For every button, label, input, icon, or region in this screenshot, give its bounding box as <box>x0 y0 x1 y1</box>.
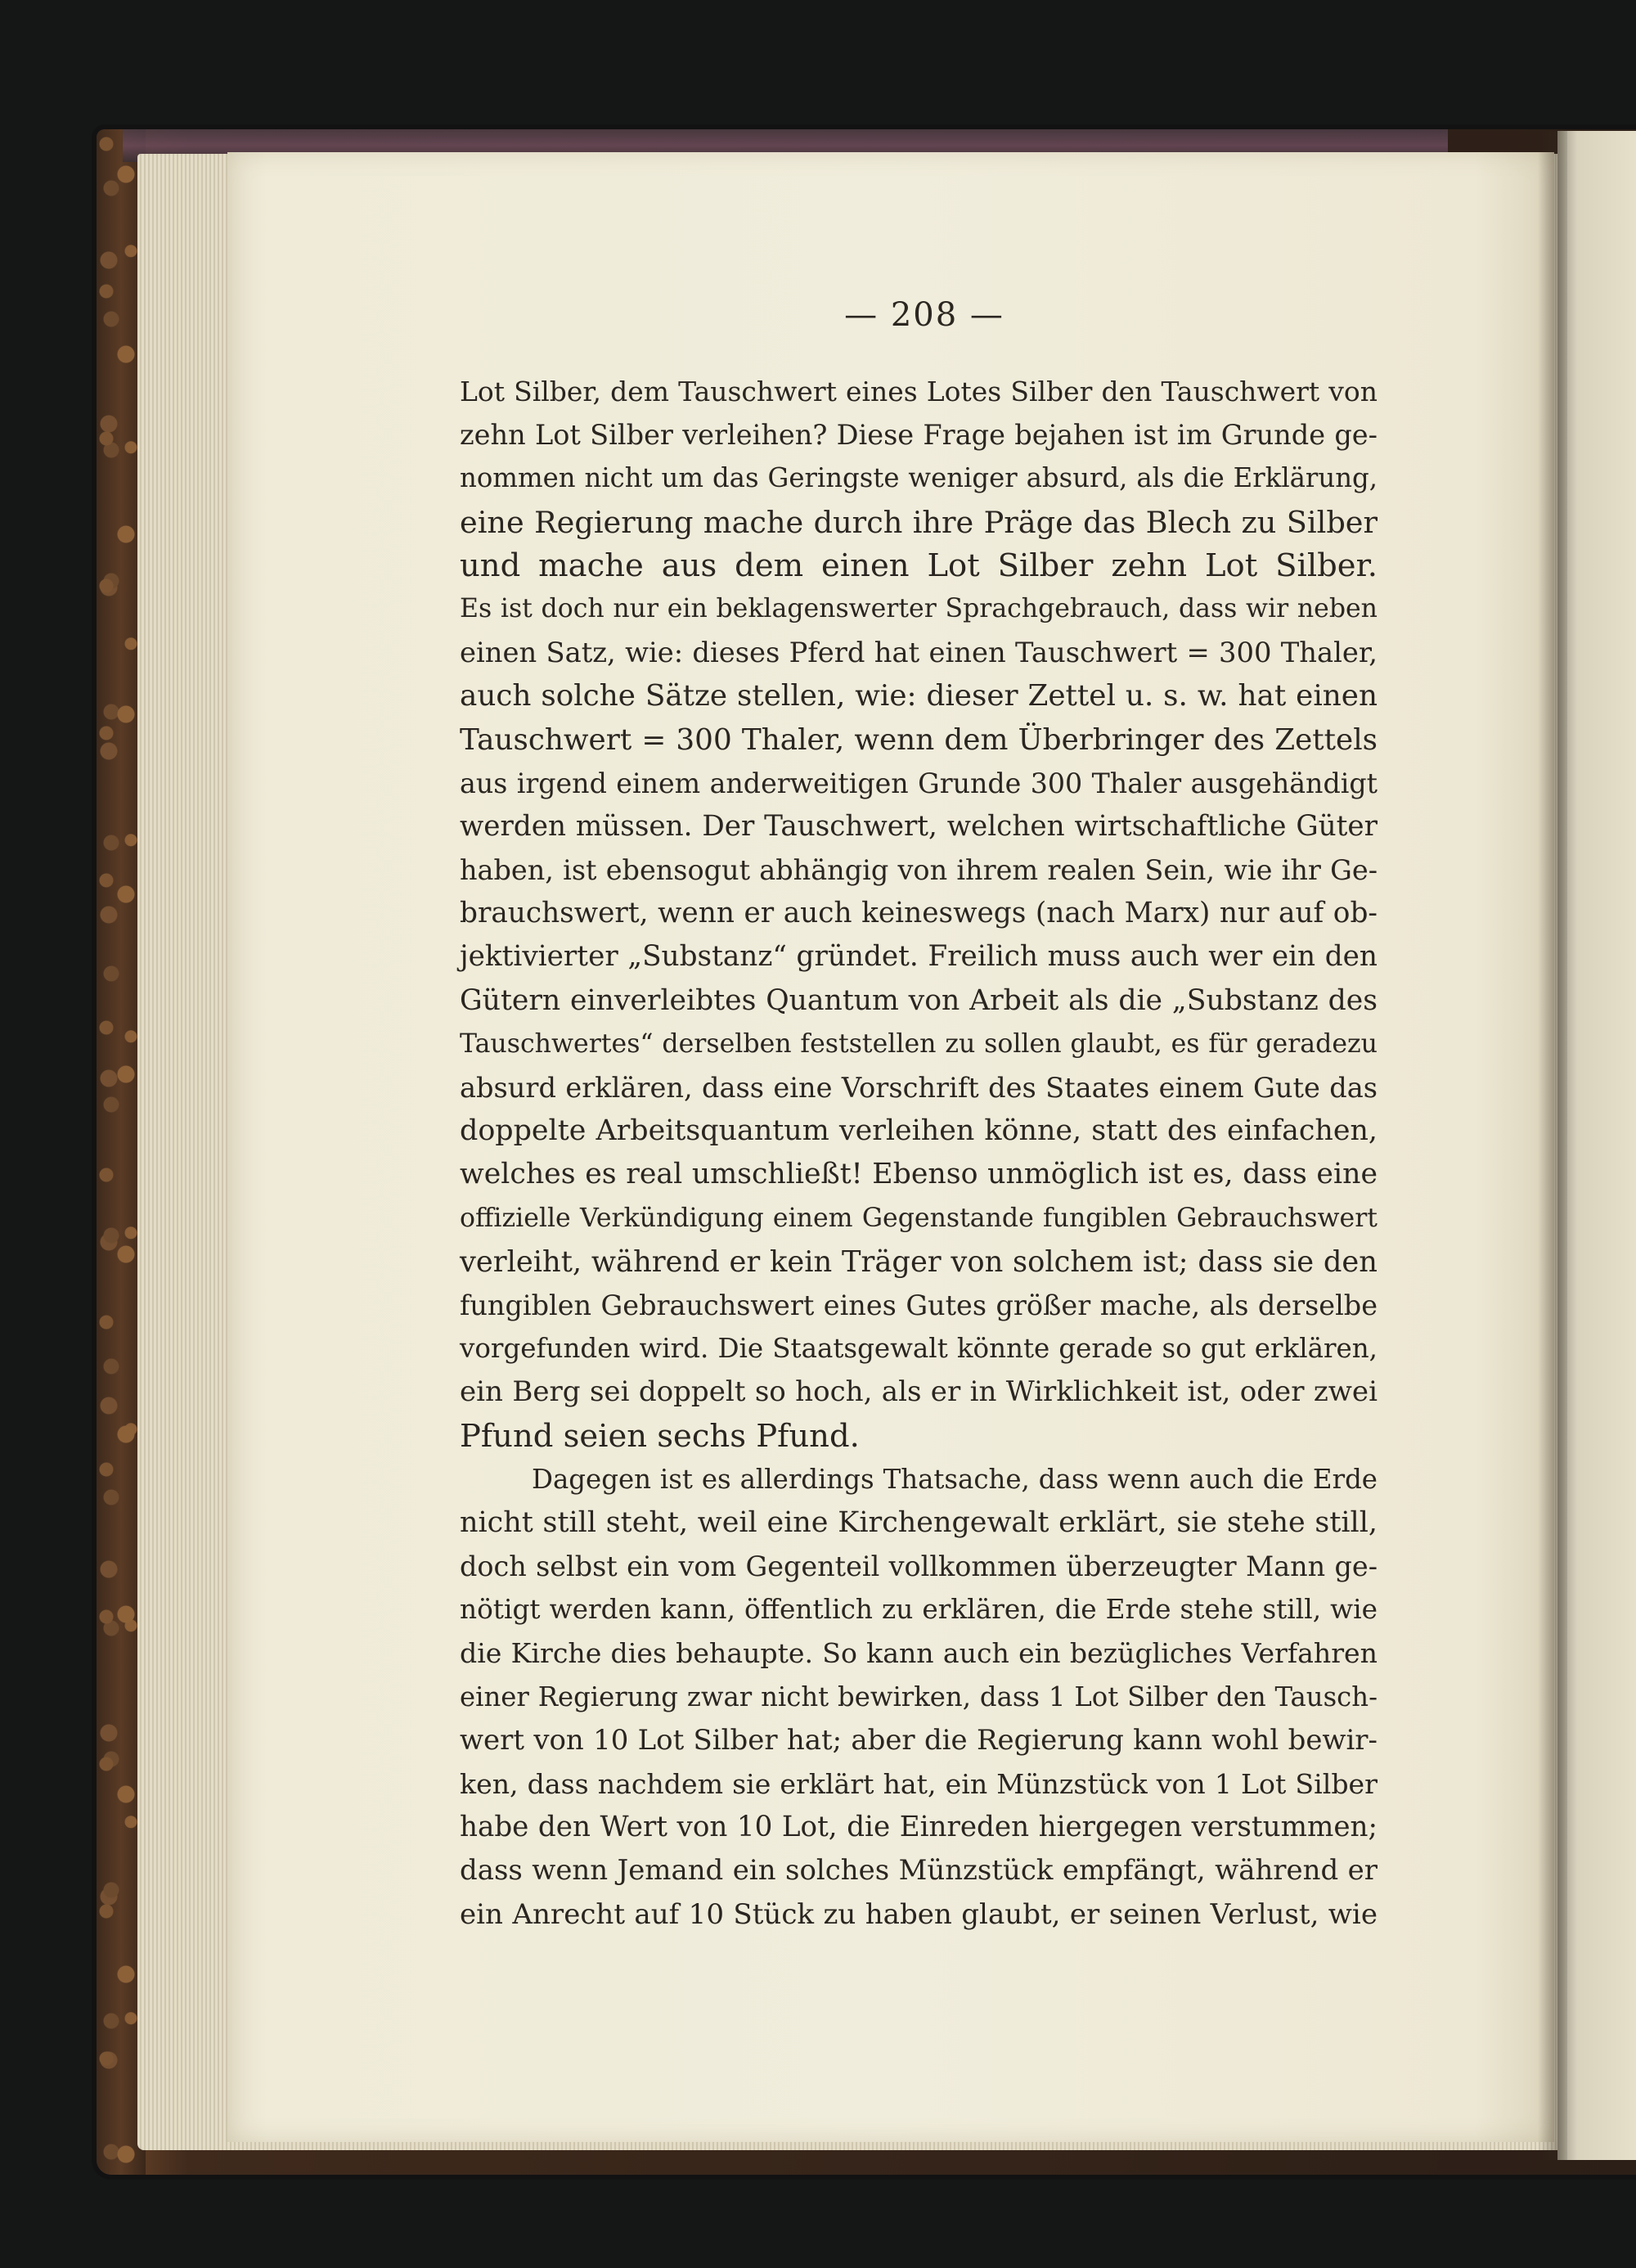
text-line: die Kirche dies behaupte. So kann auch ein bezügliches Verfahren <box>460 1637 1378 1670</box>
facing-page-edge <box>1557 131 1636 2160</box>
text-line: zehn Lot Silber verleihen? Diese Frage bejahen ist im Grunde ge- <box>460 419 1378 452</box>
text-line: eine Regierung mache durch ihre Präge das Blech zu Silber <box>460 504 1378 540</box>
text-line: absurd erklären, dass eine Vorschrift des Staates einem Gute das <box>460 1072 1378 1104</box>
text-line: jektivierter „Substanz“ gründet. Freilich muss auch wer ein den <box>460 940 1378 974</box>
text-line: Gütern einverleibtes Quantum von Arbeit als die „Substanz des <box>460 983 1378 1017</box>
text-line: dass wenn Jemand ein solches Münzstück empfängt, während er <box>460 1854 1378 1888</box>
text-line: habe den Wert von 10 Lot, die Einreden hiergegen verstummen; <box>460 1811 1378 1844</box>
text-line: werden müssen. Der Tauschwert, welchen wirtschaftliche Güter <box>460 809 1378 843</box>
text-line: haben, ist ebensogut abhängig von ihrem realen Sein, wie ihr Ge- <box>460 854 1378 887</box>
text-line: Es ist doch nur ein beklagenswerter Sprachgebrauch, dass wir neben <box>460 593 1378 623</box>
text-line: ein Anrecht auf 10 Stück zu haben glaubt, er seinen Verlust, wie <box>460 1897 1378 1931</box>
text-line: Lot Silber, dem Tauschwert eines Lotes Silber den Tauschwert von <box>460 376 1378 407</box>
text-line: wert von 10 Lot Silber hat; aber die Regierung kann wohl bewir- <box>460 1723 1378 1757</box>
text-line: einer Regierung zwar nicht bewirken, dass 1 Lot Silber den Tausch- <box>460 1681 1378 1712</box>
text-line: Pfund seien sechs Pfund. <box>460 1417 860 1455</box>
text-line: einen Satz, wie: dieses Pferd hat einen Tauschwert = 300 Thaler, <box>460 637 1378 669</box>
text-line: nötigt werden kann, öffentlich zu erklären, die Erde stehe still, wie <box>460 1594 1378 1626</box>
text-line: vorgefunden wird. Die Staatsgewalt könnte gerade so gut erklären, <box>460 1333 1378 1365</box>
page-number: — 208 — <box>844 296 1005 334</box>
text-line: nicht still steht, weil eine Kirchengewalt erklärt, sie stehe still, <box>460 1505 1378 1539</box>
text-line: brauchswert, wenn er auch keineswegs (nach Marx) nur auf ob- <box>460 897 1378 930</box>
text-line: Dagegen ist es allerdings Thatsache, dass wenn auch die Erde <box>532 1463 1378 1495</box>
text-line: Tauschwertes“ derselben feststellen zu sollen glaubt, es für geradezu <box>460 1028 1378 1059</box>
page-gutter-shadow <box>1538 131 1567 2160</box>
text-line: Tauschwert = 300 Thaler, wenn dem Überbringer des Zettels <box>460 722 1378 757</box>
text-line: offizielle Verkündigung einem Gegenstande fungiblen Gebrauchswert <box>460 1203 1378 1233</box>
text-line: ein Berg sei doppelt so hoch, als er in Wirklichkeit ist, oder zwei <box>460 1375 1378 1409</box>
text-line: welches es real umschließt! Ebenso unmöglich ist es, dass eine <box>460 1158 1378 1191</box>
text-line: auch solche Sätze stellen, wie: dieser Zettel u. s. w. hat einen <box>460 679 1378 713</box>
text-line: fungiblen Gebrauchswert eines Gutes größer mache, als derselbe <box>460 1289 1378 1321</box>
text-line: aus irgend einem anderweitigen Grunde 300 Thaler ausgehändigt <box>460 767 1378 799</box>
text-line: verleiht, während er kein Träger von solchem ist; dass sie den <box>460 1244 1378 1279</box>
text-line: doppelte Arbeitsquantum verleihen könne, statt des einfachen, <box>460 1114 1378 1148</box>
page-text <box>460 370 1378 1937</box>
text-line: doch selbst ein vom Gegenteil vollkommen überzeugter Mann ge- <box>460 1550 1378 1583</box>
text-line: ken, dass nachdem sie erklärt hat, ein Münzstück von 1 Lot Silber <box>460 1768 1378 1800</box>
text-line: nommen nicht um das Geringste weniger absurd, als die Erklärung, <box>460 462 1378 494</box>
text-line: und mache aus dem einen Lot Silber zehn Lot Silber. <box>460 547 1378 584</box>
